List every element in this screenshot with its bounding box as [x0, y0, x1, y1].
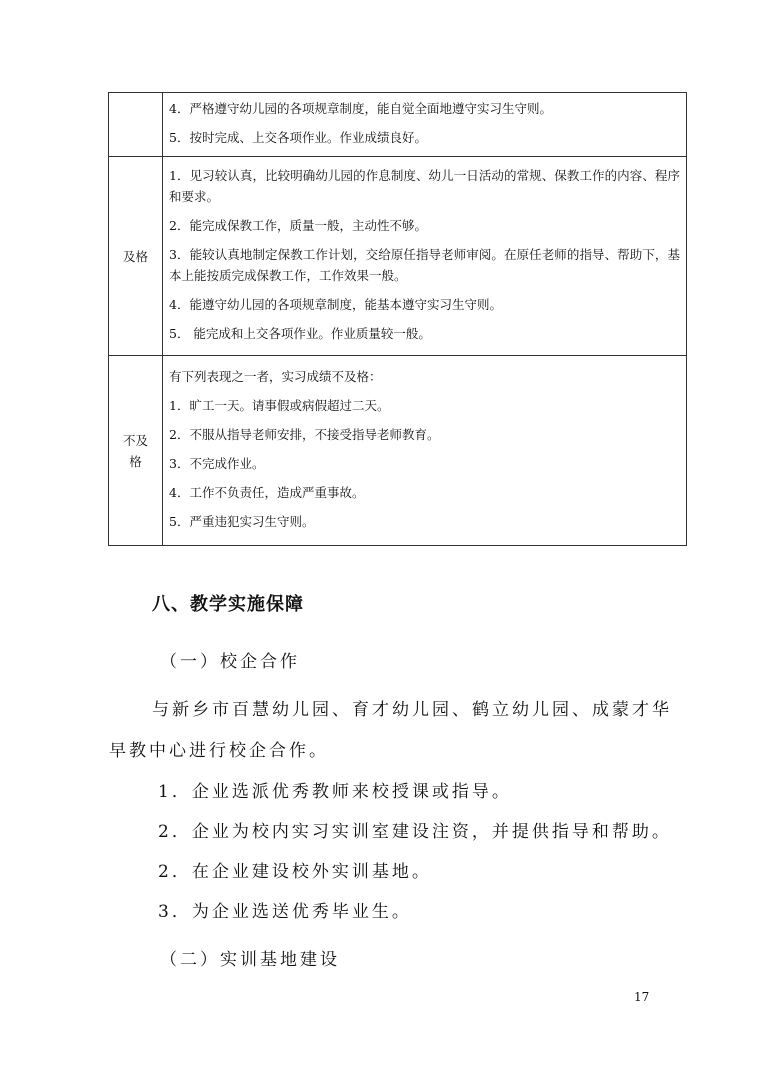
grade-level-cell: [109, 93, 163, 157]
criteria-item: 4．工作不负责任，造成严重事故。: [169, 485, 365, 500]
table-row: [109, 157, 687, 356]
grade-criteria-cell: [163, 356, 687, 546]
list-item: 2．在企业建设校外实训基地。: [158, 862, 432, 882]
section-heading: 八、教学实施保障: [152, 594, 304, 615]
criteria-item: 5．按时完成、上交各项作业。作业成绩良好。: [169, 130, 427, 145]
paragraph-line: 早教中心进行校企合作。: [109, 741, 329, 761]
grade-criteria-cell: [163, 93, 687, 157]
paragraph-line: 与新乡市百慧幼儿园、育才幼儿园、鹤立幼儿园、成蒙才华: [152, 700, 672, 720]
subsection-heading: （二）实训基地建设: [160, 950, 340, 970]
grade-level-line: 格: [129, 453, 142, 469]
grade-criteria-cell: [163, 157, 687, 356]
criteria-item: 4．能遵守幼儿园的各项规章制度，能基本遵守实习生守则。: [169, 297, 502, 312]
criteria-item: 2．不服从指导老师安排，不接受指导老师教育。: [169, 427, 440, 442]
criteria-item: 5．严重违犯实习生守则。: [169, 514, 315, 529]
table-row: [109, 356, 687, 546]
subsection-heading: （一）校企合作: [160, 652, 300, 672]
list-item: 2．企业为校内实习实训室建设注资，并提供指导和帮助。: [158, 822, 672, 842]
criteria-item: 1．旷工一天。请事假或病假超过二天。: [169, 398, 390, 413]
criteria-item: 4．严格遵守幼儿园的各项规章制度，能自觉全面地遵守实习生守则。: [169, 101, 552, 116]
grading-table: [108, 92, 687, 546]
criteria-item: 3．不完成作业。: [169, 456, 265, 471]
criteria-item: 5． 能完成和上交各项作业。作业质量较一般。: [169, 326, 431, 341]
grade-level-cell: [109, 356, 163, 546]
grade-level-line: 不及: [122, 432, 148, 448]
list-item: 1．企业选派优秀教师来校授课或指导。: [158, 782, 512, 802]
criteria-item: 1．见习较认真，比较明确幼儿园的作息制度、幼儿一日活动的常规、保教工作的内容、程序和要求。: [169, 168, 680, 204]
list-item: 3．为企业选送优秀毕业生。: [158, 902, 412, 922]
criteria-item: 有下列表现之一者，实习成绩不及格：: [169, 369, 382, 384]
grade-level-cell: 及格: [109, 157, 163, 356]
criteria-item: 3．能较认真地制定保教工作计划，交给原任指导老师审阅。在原任老师的指导、帮助下，基本上能按质完成保教工作，工作效果一般。: [169, 247, 680, 283]
criteria-item: 2．能完成保教工作，质量一般，主动性不够。: [169, 218, 427, 233]
table-row: [109, 93, 687, 157]
page-number: 17: [634, 990, 650, 1004]
